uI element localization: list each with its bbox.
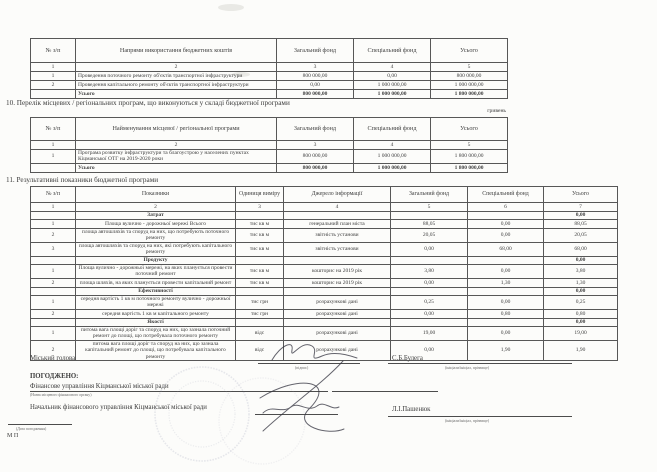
table-cell: 0,80 bbox=[468, 309, 544, 318]
agreed-signature-line bbox=[332, 391, 438, 392]
table-cell: 1 800 000,00 bbox=[431, 150, 508, 164]
mayor-name-line bbox=[388, 363, 572, 364]
table-cell: 1 000 000,00 bbox=[354, 150, 431, 164]
table-cell: № з/п bbox=[31, 118, 76, 141]
table-cell: 0,00 bbox=[391, 278, 468, 287]
table-cell bbox=[31, 256, 76, 264]
table-cell: 68,00 bbox=[468, 242, 544, 256]
table-cell: 1 bbox=[31, 72, 76, 81]
table-cell: 2 bbox=[31, 340, 76, 360]
table-cell: 0,00 bbox=[391, 340, 468, 360]
table-cell: Ефективності bbox=[76, 287, 236, 295]
table-cell: генеральний план міста bbox=[284, 220, 391, 229]
table-cell: 3,80 bbox=[544, 264, 618, 278]
table-cell: тис кв м bbox=[236, 278, 284, 287]
table-cell: Усього bbox=[431, 39, 508, 63]
table-row-header bbox=[31, 118, 508, 141]
table-row-item bbox=[31, 326, 618, 340]
table-cell: 1 bbox=[31, 150, 76, 164]
chief-name-hint: (ініціали/ініціал, прізвище) bbox=[445, 419, 490, 423]
table-cell: 2 bbox=[76, 141, 277, 150]
table-cell: 2 bbox=[31, 229, 76, 243]
table-cell: Загальний фонд bbox=[277, 118, 354, 141]
table-cell: Спеціальний фонд bbox=[354, 118, 431, 141]
table-cell: тис кв м bbox=[236, 242, 284, 256]
table-cell: 2 bbox=[76, 63, 277, 72]
table-cell: 1 000 000,00 bbox=[354, 90, 431, 99]
table-cell: Спеціальний фонд bbox=[354, 39, 431, 63]
agreed-label: ПОГОДЖЕНО: bbox=[30, 373, 79, 380]
table-cell: 0,00 bbox=[544, 287, 618, 295]
table-cell: Площа вулично - дорожньої мережі, на яких планується провести поточний ремонт bbox=[76, 264, 236, 278]
table-row-item bbox=[31, 242, 618, 256]
table-cell: Проведення поточного ремонту об'єктів транспортної інфраструктури bbox=[76, 72, 277, 81]
finance-department-line bbox=[30, 391, 328, 392]
table-row-group bbox=[31, 318, 618, 326]
table-cell: 68,00 bbox=[544, 242, 618, 256]
table-cell bbox=[284, 318, 391, 326]
table-cell: 0,00 bbox=[277, 81, 354, 90]
mayor-title: Міський голова bbox=[30, 355, 76, 362]
table-cell: 0,25 bbox=[544, 295, 618, 309]
table-cell: Одиниця виміру bbox=[236, 187, 284, 203]
table-cell bbox=[284, 256, 391, 264]
table-cell: Загальний фонд bbox=[277, 39, 354, 63]
table-cell bbox=[391, 318, 468, 326]
section-11-title: 11. Результативні показники бюджетної програми bbox=[6, 176, 159, 184]
table-row-item bbox=[31, 150, 508, 164]
approval-date-hint: (Дата погодження) bbox=[16, 427, 47, 431]
table-cell bbox=[31, 163, 76, 172]
table-cell: 0,00 bbox=[544, 256, 618, 264]
table-cell bbox=[468, 212, 544, 220]
table-cell: Затрат bbox=[76, 212, 236, 220]
table-cell: Площа вулично - дорожньої мережі Всього bbox=[76, 220, 236, 229]
table-cell: питома вага площі доріг та споруд на них, що зазнала поточний ремонт до площі, що потребувала поточного ремонту bbox=[76, 326, 236, 340]
table-cell: Продукту bbox=[76, 256, 236, 264]
table-cell bbox=[31, 287, 76, 295]
table-cell bbox=[31, 90, 76, 99]
table-cell: 5 bbox=[431, 141, 508, 150]
table-cell: 0,00 bbox=[468, 264, 544, 278]
table-cell bbox=[391, 212, 468, 220]
table-cell bbox=[284, 287, 391, 295]
table-cell bbox=[468, 318, 544, 326]
mp-seal-label: М П bbox=[7, 433, 19, 439]
table-row-item bbox=[31, 264, 618, 278]
table-cell: 800 000,00 bbox=[277, 150, 354, 164]
table-cell: 1 bbox=[31, 141, 76, 150]
table-row-group bbox=[31, 212, 618, 220]
table-row-item bbox=[31, 309, 618, 318]
table-cell: 2 bbox=[31, 81, 76, 90]
table-cell: 0,25 bbox=[391, 295, 468, 309]
table-cell: кошторис на 2019 рік bbox=[284, 264, 391, 278]
table-row-item bbox=[31, 229, 618, 243]
table-cell: 4 bbox=[284, 203, 391, 212]
table-cell: 1 000 000,00 bbox=[354, 163, 431, 172]
finance-department-hint: (Назва місцевого фінансового органу) bbox=[30, 393, 92, 397]
local-programs-table bbox=[30, 117, 508, 173]
table-cell: Якості bbox=[76, 318, 236, 326]
table-cell: 19,00 bbox=[544, 326, 618, 340]
table-cell: 20,05 bbox=[544, 229, 618, 243]
table-cell: 0,00 bbox=[468, 229, 544, 243]
table-cell: 1,30 bbox=[468, 278, 544, 287]
table-cell: кошторис на 2019 рік bbox=[284, 278, 391, 287]
mayor-signature-line bbox=[258, 363, 360, 364]
table-cell: площа шляхів, на яких планується провести капітальний ремонт bbox=[76, 278, 236, 287]
chief-signature-icon bbox=[263, 404, 339, 413]
table-cell: середня вартість 1 кв м капітального ремонту bbox=[76, 309, 236, 318]
table-row-item bbox=[31, 295, 618, 309]
table-cell: 4 bbox=[354, 141, 431, 150]
table-cell: звітність установи bbox=[284, 242, 391, 256]
table-cell: № з/п bbox=[31, 39, 76, 63]
table-cell: тис кв м bbox=[236, 220, 284, 229]
table-cell: 800 000,00 bbox=[277, 90, 354, 99]
table-cell: 1 000 000,00 bbox=[431, 81, 508, 90]
table-cell: відс bbox=[236, 340, 284, 360]
table-cell: 4 bbox=[354, 63, 431, 72]
mayor-name-hint: (ініціали/ініціал, прізвище) bbox=[445, 366, 490, 370]
table-cell: 0,00 bbox=[544, 318, 618, 326]
table-cell: 2 bbox=[31, 278, 76, 287]
signature-hint: (підпис) bbox=[295, 366, 309, 370]
table-cell: тис кв м bbox=[236, 264, 284, 278]
chief-name: Л.І.Пашенюк bbox=[392, 406, 431, 413]
table-cell: 2 bbox=[31, 309, 76, 318]
table-cell: Усього bbox=[76, 163, 277, 172]
table-cell: Загальний фонд bbox=[391, 187, 468, 203]
table-cell bbox=[284, 212, 391, 220]
table-row-colnums bbox=[31, 141, 508, 150]
table-cell bbox=[31, 212, 76, 220]
table-cell: Напрями використання бюджетних коштів bbox=[76, 39, 277, 63]
table-cell: відс bbox=[236, 326, 284, 340]
table-cell: 1 bbox=[31, 203, 76, 212]
table-cell: площа автошляхів та споруд на них, що потребують поточного ремонту bbox=[76, 229, 236, 243]
table-row-item bbox=[31, 81, 508, 90]
chief-signature-line bbox=[255, 414, 338, 415]
scan-smudge bbox=[218, 4, 244, 11]
table-cell: 0,00 bbox=[544, 212, 618, 220]
table-cell: 1,90 bbox=[544, 340, 618, 360]
table-cell: 19,00 bbox=[391, 326, 468, 340]
table-cell: 1 bbox=[31, 295, 76, 309]
table-cell bbox=[391, 256, 468, 264]
table-cell: розрахункові дані bbox=[284, 309, 391, 318]
table-row-group bbox=[31, 287, 618, 295]
table-cell: 1 bbox=[31, 264, 76, 278]
performance-indicators-table bbox=[30, 186, 618, 361]
table-row-colnums bbox=[31, 63, 508, 72]
table-cell: 88,05 bbox=[391, 220, 468, 229]
table-cell: 0,00 bbox=[391, 309, 468, 318]
table-cell: 88,05 bbox=[544, 220, 618, 229]
table-cell: № з/п bbox=[31, 187, 76, 203]
table-cell: 800 000,00 bbox=[431, 72, 508, 81]
table-row-colnums bbox=[31, 203, 618, 212]
table-cell: 800 000,00 bbox=[277, 163, 354, 172]
mayor-name: С.Б.Булега bbox=[392, 355, 423, 362]
currency-note: гривень bbox=[487, 108, 506, 114]
table-row-item bbox=[31, 72, 508, 81]
table-row-total bbox=[31, 163, 508, 172]
table-cell bbox=[236, 318, 284, 326]
round-stamp-icon bbox=[155, 367, 305, 464]
table-cell: 20,05 bbox=[391, 229, 468, 243]
table-cell: питома вага площі доріг та споруд на них, що зазнала капітальний ремонт до площі, що потребувала капітального ремонту bbox=[76, 340, 236, 360]
table-cell: середня вартість 1 кв м поточного ремонту вулично - дорожньої мережі bbox=[76, 295, 236, 309]
table-cell: 6 bbox=[468, 203, 544, 212]
table-cell bbox=[236, 256, 284, 264]
table-cell: Усього bbox=[431, 118, 508, 141]
table-row-header bbox=[31, 39, 508, 63]
table-cell: площа автошляхів та споруд на них, які потребують капітального ремонту bbox=[76, 242, 236, 256]
table-cell bbox=[236, 287, 284, 295]
table-cell: 800 000,00 bbox=[277, 72, 354, 81]
table-cell bbox=[31, 318, 76, 326]
table-cell: Усього bbox=[76, 90, 277, 99]
table-cell: 0,00 bbox=[354, 72, 431, 81]
table-cell: 1,30 bbox=[544, 278, 618, 287]
table-cell: Усього bbox=[544, 187, 618, 203]
table-cell: Програма розвитку інфраструктури та благоустрою у населених пунктах Кіцманської ОТГ на 2019-2020 роки bbox=[76, 150, 277, 164]
table-cell: Найменування місцевої / регіональної програми bbox=[76, 118, 277, 141]
table-cell: тис грн bbox=[236, 309, 284, 318]
table-cell: 3 bbox=[236, 203, 284, 212]
table-row-total bbox=[31, 90, 508, 99]
table-cell: Джерело інформації bbox=[284, 187, 391, 203]
table-row-item bbox=[31, 340, 618, 360]
table-cell: 1 800 000,00 bbox=[431, 163, 508, 172]
table-cell: 3 bbox=[31, 242, 76, 256]
table-cell: 2 bbox=[76, 203, 236, 212]
table-cell bbox=[468, 256, 544, 264]
table-cell: 1 bbox=[31, 326, 76, 340]
table-cell: 3 bbox=[277, 63, 354, 72]
table-row-item bbox=[31, 220, 618, 229]
table-cell: звітність установи bbox=[284, 229, 391, 243]
table-cell: 7 bbox=[544, 203, 618, 212]
finance-department: Фінансове управління Кіцманської міської ради bbox=[30, 383, 169, 390]
table-cell: 0,00 bbox=[468, 220, 544, 229]
table-row-group bbox=[31, 256, 618, 264]
table-cell: розрахункові дані bbox=[284, 340, 391, 360]
signature-flourish-icon bbox=[263, 361, 343, 431]
table-cell bbox=[391, 287, 468, 295]
table-cell: 1 800 000,00 bbox=[431, 90, 508, 99]
table-cell: 3,80 bbox=[391, 264, 468, 278]
table-cell: Проведення капітального ремонту об'єктів транспортної інфраструктури bbox=[76, 81, 277, 90]
table-cell bbox=[468, 287, 544, 295]
section-10-title: 10. Перелік місцевих / регіональних програм, що виконуються у складі бюджетної програми bbox=[6, 99, 290, 107]
table-cell: 5 bbox=[431, 63, 508, 72]
chief-title: Начальник фінансового управління Кіцманської міської ради bbox=[30, 404, 207, 411]
table-cell: 3 bbox=[277, 141, 354, 150]
table-cell: тис кв м bbox=[236, 229, 284, 243]
table-cell: розрахункові дані bbox=[284, 295, 391, 309]
budget-directions-table bbox=[30, 38, 508, 99]
table-row-header bbox=[31, 187, 618, 203]
table-cell: 1 bbox=[31, 220, 76, 229]
table-row-item bbox=[31, 278, 618, 287]
table-cell: 0,00 bbox=[391, 242, 468, 256]
table-cell: розрахункові дані bbox=[284, 326, 391, 340]
table-cell: Показники bbox=[76, 187, 236, 203]
chief-name-line bbox=[388, 416, 572, 417]
table-cell: 0,00 bbox=[468, 326, 544, 340]
table-cell: Спеціальний фонд bbox=[468, 187, 544, 203]
table-cell: 1 000 000,00 bbox=[354, 81, 431, 90]
table-cell: 1 bbox=[31, 63, 76, 72]
table-cell: 0,80 bbox=[544, 309, 618, 318]
table-cell: тис грн bbox=[236, 295, 284, 309]
approval-date-line bbox=[8, 424, 72, 425]
table-cell: 1,90 bbox=[468, 340, 544, 360]
table-cell: 0,00 bbox=[468, 295, 544, 309]
table-cell bbox=[236, 212, 284, 220]
table-cell: 5 bbox=[391, 203, 468, 212]
